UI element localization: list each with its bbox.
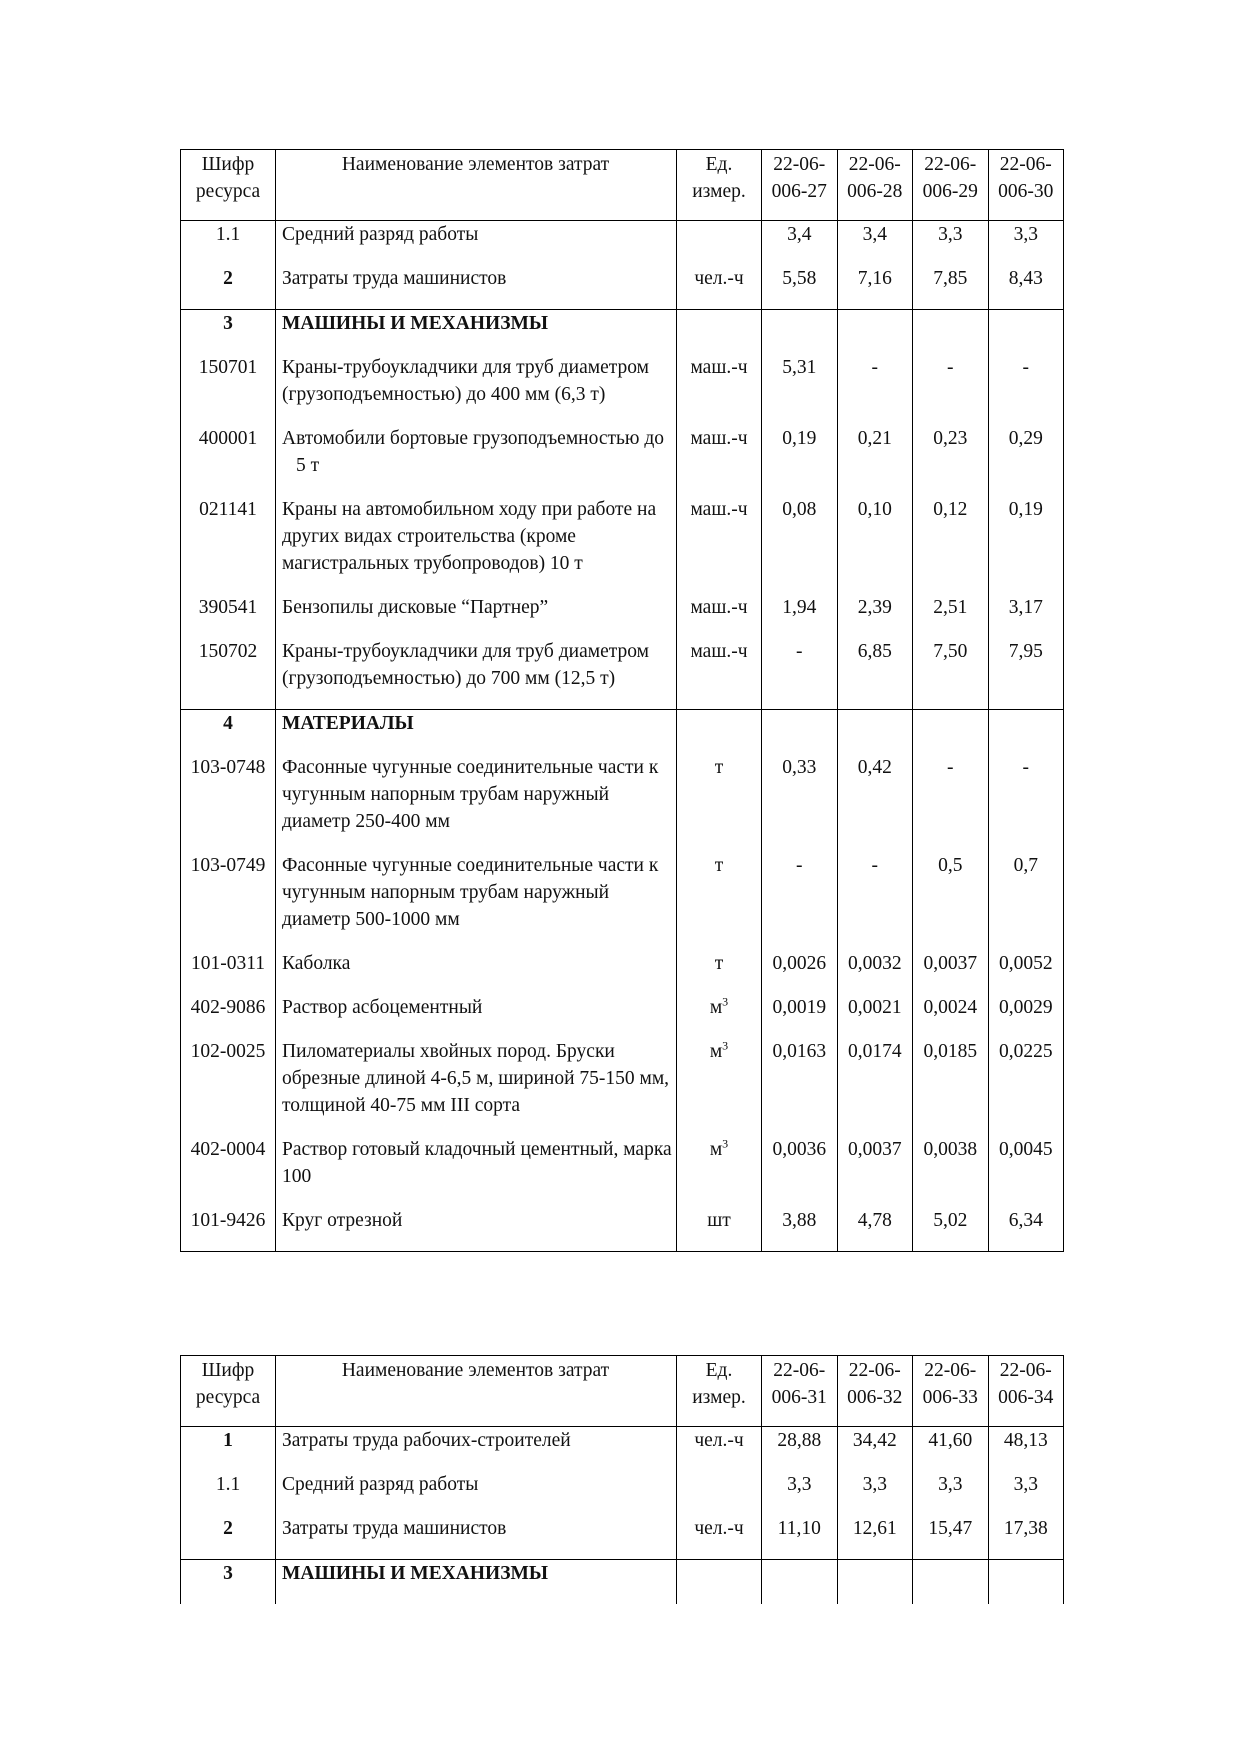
row-value: 0,0038 [913, 1136, 989, 1207]
section-code: 3 [181, 1560, 276, 1605]
row-unit: маш.-ч [677, 425, 762, 496]
header-col-1: 22-06-006-31 [762, 1356, 838, 1427]
row-value: - [913, 754, 989, 852]
row-value: 41,60 [913, 1427, 989, 1472]
row-value: 5,02 [913, 1207, 989, 1252]
row-value [837, 1560, 913, 1605]
section-code: 3 [181, 310, 276, 355]
row-value: 0,42 [837, 754, 913, 852]
table-row [181, 994, 1064, 1038]
row-code: 1.1 [181, 1471, 276, 1515]
row-value: 8,43 [988, 265, 1064, 310]
header-unit: Ед. измер. [677, 1356, 762, 1427]
row-code: 400001 [181, 425, 276, 496]
row-value: 0,21 [837, 425, 913, 496]
row-name: Каболка [276, 950, 677, 994]
row-name: Раствор асбоцементный [276, 994, 677, 1038]
row-value: 7,16 [837, 265, 913, 310]
table-row [181, 496, 1064, 594]
row-value: 0,5 [913, 852, 989, 950]
row-unit [677, 1136, 762, 1207]
header-name: Наименование элементов затрат [276, 150, 677, 221]
row-value: 3,3 [913, 1471, 989, 1515]
table-row [181, 1207, 1064, 1252]
row-value: 3,3 [913, 221, 989, 266]
row-value: 7,95 [988, 638, 1064, 710]
unit-text: м [709, 1041, 723, 1062]
row-value [762, 710, 838, 755]
table-row [181, 594, 1064, 638]
header-name: Наименование элементов затрат [276, 1356, 677, 1427]
row-value [913, 310, 989, 355]
row-value: 0,0019 [762, 994, 838, 1038]
table-row [181, 221, 1064, 266]
row-value: 48,13 [988, 1427, 1064, 1472]
row-value: 0,0174 [837, 1038, 913, 1136]
header-col-4: 22-06-006-34 [988, 1356, 1064, 1427]
row-value: 3,3 [762, 1471, 838, 1515]
row-value: 0,0037 [913, 950, 989, 994]
row-name: Раствор готовый кладочный цементный, марка 100 [276, 1136, 677, 1207]
row-value: 0,0029 [988, 994, 1064, 1038]
row-value: 3,88 [762, 1207, 838, 1252]
row-value [837, 310, 913, 355]
row-value: 0,0036 [762, 1136, 838, 1207]
section-title: МАШИНЫ И МЕХАНИЗМЫ [276, 1560, 677, 1605]
row-value: 3,4 [837, 221, 913, 266]
row-unit [677, 221, 762, 266]
row-value: - [762, 852, 838, 950]
row-value: - [837, 354, 913, 425]
header-col-2: 22-06-006-28 [837, 150, 913, 221]
row-value: 0,29 [988, 425, 1064, 496]
row-unit: т [677, 950, 762, 994]
row-value: 2,39 [837, 594, 913, 638]
row-value: 2,51 [913, 594, 989, 638]
resource-table-1 [180, 149, 1064, 1252]
row-value: 0,7 [988, 852, 1064, 950]
row-code: 2 [181, 1515, 276, 1560]
row-value [837, 710, 913, 755]
row-value: 34,42 [837, 1427, 913, 1472]
row-code: 103-0749 [181, 852, 276, 950]
table-row [181, 1136, 1064, 1207]
table-row [181, 1038, 1064, 1136]
row-value: 0,12 [913, 496, 989, 594]
row-unit: маш.-ч [677, 496, 762, 594]
row-value: 1,94 [762, 594, 838, 638]
row-value: 0,10 [837, 496, 913, 594]
row-name: Средний разряд работы [276, 1471, 677, 1515]
header-code: Шифр ресурса [181, 1356, 276, 1427]
row-value: 28,88 [762, 1427, 838, 1472]
row-code: 150701 [181, 354, 276, 425]
header-col-4: 22-06-006-30 [988, 150, 1064, 221]
row-value: 0,0024 [913, 994, 989, 1038]
row-value: 11,10 [762, 1515, 838, 1560]
header-unit: Ед. измер. [677, 150, 762, 221]
row-value: 0,0021 [837, 994, 913, 1038]
row-value: - [988, 754, 1064, 852]
row-code: 1.1 [181, 221, 276, 266]
row-name: Бензопилы дисковые “Партнер” [276, 594, 677, 638]
table-row [181, 754, 1064, 852]
unit-superscript: 3 [722, 1136, 729, 1151]
row-name: Затраты труда машинистов [276, 1515, 677, 1560]
row-code: 390541 [181, 594, 276, 638]
row-value [913, 1560, 989, 1605]
row-value [913, 710, 989, 755]
row-code: 1 [181, 1427, 276, 1472]
row-code: 102-0025 [181, 1038, 276, 1136]
row-value: 7,50 [913, 638, 989, 710]
row-value: 6,85 [837, 638, 913, 710]
table-row [181, 1427, 1064, 1472]
row-unit [677, 310, 762, 355]
row-unit: шт [677, 1207, 762, 1252]
row-value: 5,58 [762, 265, 838, 310]
row-unit [677, 994, 762, 1038]
row-unit: чел.-ч [677, 1427, 762, 1472]
row-name: Краны на автомобильном ходу при работе на других видах строительства (кроме магистральных трубопроводов) 10 т [276, 496, 677, 594]
row-value: 15,47 [913, 1515, 989, 1560]
row-unit: маш.-ч [677, 638, 762, 710]
row-name: Автомобили бортовые грузоподъемностью до 5 т [276, 425, 677, 496]
row-value: 0,0045 [988, 1136, 1064, 1207]
section-row-materials [181, 710, 1064, 755]
header-col-3: 22-06-006-29 [913, 150, 989, 221]
table-row [181, 354, 1064, 425]
table-row [181, 425, 1064, 496]
row-value: 6,34 [988, 1207, 1064, 1252]
row-value: 5,31 [762, 354, 838, 425]
row-unit: т [677, 754, 762, 852]
table-row [181, 265, 1064, 310]
table-row [181, 1515, 1064, 1560]
row-value [762, 1560, 838, 1605]
table-row [181, 638, 1064, 710]
row-value: 17,38 [988, 1515, 1064, 1560]
row-value: 0,33 [762, 754, 838, 852]
table-row [181, 950, 1064, 994]
row-value: - [762, 638, 838, 710]
row-name: Средний разряд работы [276, 221, 677, 266]
section-title: МАТЕРИАЛЫ [276, 710, 677, 755]
table-header-row [181, 1356, 1064, 1427]
row-code: 150702 [181, 638, 276, 710]
row-value: 0,0225 [988, 1038, 1064, 1136]
row-name: Краны-трубоукладчики для труб диаметром (грузоподъемностью) до 700 мм (12,5 т) [276, 638, 677, 710]
row-unit: маш.-ч [677, 354, 762, 425]
row-name: Круг отрезной [276, 1207, 677, 1252]
row-value: 3,4 [762, 221, 838, 266]
row-value: 12,61 [837, 1515, 913, 1560]
table-header-row [181, 150, 1064, 221]
row-name: Затраты труда рабочих-строителей [276, 1427, 677, 1472]
header-col-1: 22-06-006-27 [762, 150, 838, 221]
row-unit [677, 1038, 762, 1136]
section-code: 4 [181, 710, 276, 755]
table-row [181, 1471, 1064, 1515]
row-unit [677, 1471, 762, 1515]
row-value: 0,0026 [762, 950, 838, 994]
row-name: Пиломатериалы хвойных пород. Бруски обрезные длиной 4-6,5 м, шириной 75-150 мм, толщиной 40-75 мм III сорта [276, 1038, 677, 1136]
unit-superscript: 3 [722, 994, 729, 1009]
row-value: 3,3 [988, 1471, 1064, 1515]
row-value: 3,3 [988, 221, 1064, 266]
row-unit: маш.-ч [677, 594, 762, 638]
row-name: Краны-трубоукладчики для труб диаметром (грузоподъемностью) до 400 мм (6,3 т) [276, 354, 677, 425]
row-value [988, 310, 1064, 355]
resource-table-2 [180, 1355, 1064, 1604]
section-row-machines [181, 1560, 1064, 1605]
row-value: 0,19 [988, 496, 1064, 594]
unit-superscript: 3 [722, 1038, 729, 1053]
row-value: 0,08 [762, 496, 838, 594]
row-unit: т [677, 852, 762, 950]
header-col-2: 22-06-006-32 [837, 1356, 913, 1427]
row-unit: чел.-ч [677, 1515, 762, 1560]
row-name: Фасонные чугунные соединительные части к чугунным напорным трубам наружный диаметр 500-1000 мм [276, 852, 677, 950]
row-value: 0,0037 [837, 1136, 913, 1207]
unit-text: м [709, 997, 723, 1018]
row-code: 402-0004 [181, 1136, 276, 1207]
row-value: 3,17 [988, 594, 1064, 638]
row-code: 103-0748 [181, 754, 276, 852]
row-value: 0,0052 [988, 950, 1064, 994]
row-value: 0,0032 [837, 950, 913, 994]
row-value: - [988, 354, 1064, 425]
row-code: 2 [181, 265, 276, 310]
table-row [181, 852, 1064, 950]
row-value [762, 310, 838, 355]
header-code: Шифр ресурса [181, 150, 276, 221]
row-unit: чел.-ч [677, 265, 762, 310]
row-value: 0,19 [762, 425, 838, 496]
row-code: 101-0311 [181, 950, 276, 994]
row-code: 021141 [181, 496, 276, 594]
row-code: 101-9426 [181, 1207, 276, 1252]
row-value: - [837, 852, 913, 950]
header-col-3: 22-06-006-33 [913, 1356, 989, 1427]
row-unit [677, 1560, 762, 1605]
row-value [988, 1560, 1064, 1605]
row-name: Фасонные чугунные соединительные части к чугунным напорным трубам наружный диаметр 250-400 мм [276, 754, 677, 852]
row-value: 0,0185 [913, 1038, 989, 1136]
unit-text: м [709, 1139, 723, 1160]
row-value: 4,78 [837, 1207, 913, 1252]
section-title: МАШИНЫ И МЕХАНИЗМЫ [276, 310, 677, 355]
section-row-machines [181, 310, 1064, 355]
row-name: Затраты труда машинистов [276, 265, 677, 310]
row-value: 0,0163 [762, 1038, 838, 1136]
row-value [988, 710, 1064, 755]
row-value: - [913, 354, 989, 425]
row-unit [677, 710, 762, 755]
row-value: 7,85 [913, 265, 989, 310]
row-value: 3,3 [837, 1471, 913, 1515]
row-value: 0,23 [913, 425, 989, 496]
row-code: 402-9086 [181, 994, 276, 1038]
